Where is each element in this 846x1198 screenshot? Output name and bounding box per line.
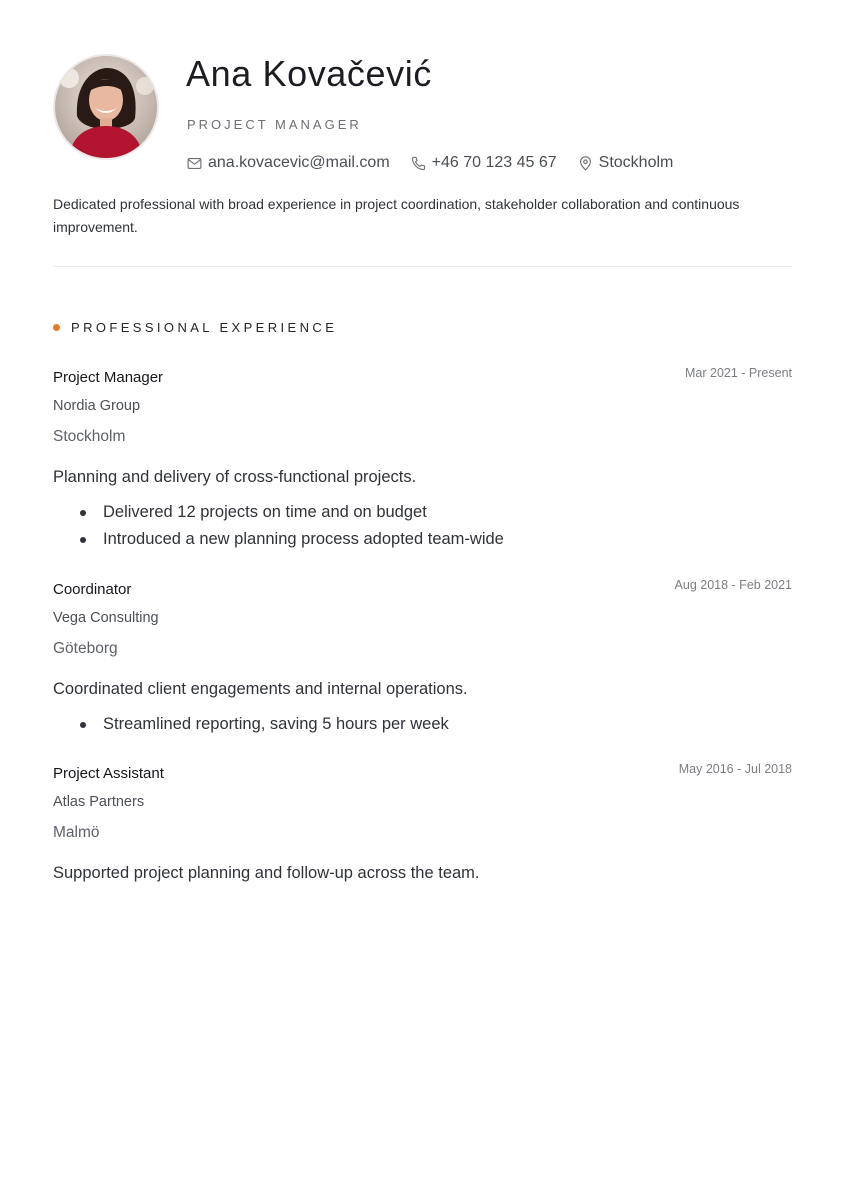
achievement-list (53, 715, 449, 742)
job-description: Planning and delivery of cross-functional projects. (53, 468, 417, 486)
employment-dates: May 2016 - Jul 2018 (678, 762, 792, 776)
employment-dates: Mar 2021 - Present (685, 366, 792, 380)
avatar (53, 54, 159, 160)
contact-location (577, 154, 674, 172)
location-pin-icon (577, 155, 594, 172)
job-location: Malmö (53, 824, 100, 841)
position-title: Project Assistant (53, 765, 164, 782)
company-name: Vega Consulting (53, 610, 159, 626)
company-name: Atlas Partners (53, 794, 145, 810)
section-bullet-dot (53, 324, 60, 331)
contact-phone[interactable] (410, 154, 557, 172)
email-text: ana.kovacevic@mail.com (208, 154, 390, 171)
job-location: Göteborg (53, 640, 118, 657)
contact-info (186, 153, 693, 173)
achievement-list (53, 503, 504, 557)
mail-icon (186, 155, 203, 172)
job-description: Supported project planning and follow-up across the team. (53, 864, 480, 882)
company-name: Nordia Group (53, 398, 141, 414)
section-heading-experience (53, 320, 337, 335)
achievement-item: Delivered 12 projects on time and on budget (53, 503, 504, 530)
achievement-item: Streamlined reporting, saving 5 hours per week (53, 715, 449, 742)
job-title-label: PROJECT MANAGER (187, 117, 362, 132)
job-location: Stockholm (53, 428, 126, 445)
profile-photo (55, 56, 157, 158)
section-title: PROFESSIONAL EXPERIENCE (71, 320, 338, 335)
position-title: Coordinator (53, 581, 132, 598)
profile-summary: Dedicated professional with broad experience in project coordination, stakeholder collaboration and continuous improvement. (53, 196, 740, 235)
phone-text: +46 70 123 45 67 (431, 154, 557, 171)
achievement-item: Introduced a new planning process adopted team-wide (53, 530, 504, 557)
header-divider (53, 266, 792, 267)
job-description: Coordinated client engagements and internal operations. (53, 680, 468, 698)
candidate-name: Ana Kovačević (186, 53, 432, 94)
phone-icon (410, 155, 427, 172)
location-text: Stockholm (598, 154, 674, 171)
position-title: Project Manager (53, 369, 164, 386)
contact-email[interactable] (186, 154, 390, 172)
employment-dates: Aug 2018 - Feb 2021 (674, 578, 792, 592)
